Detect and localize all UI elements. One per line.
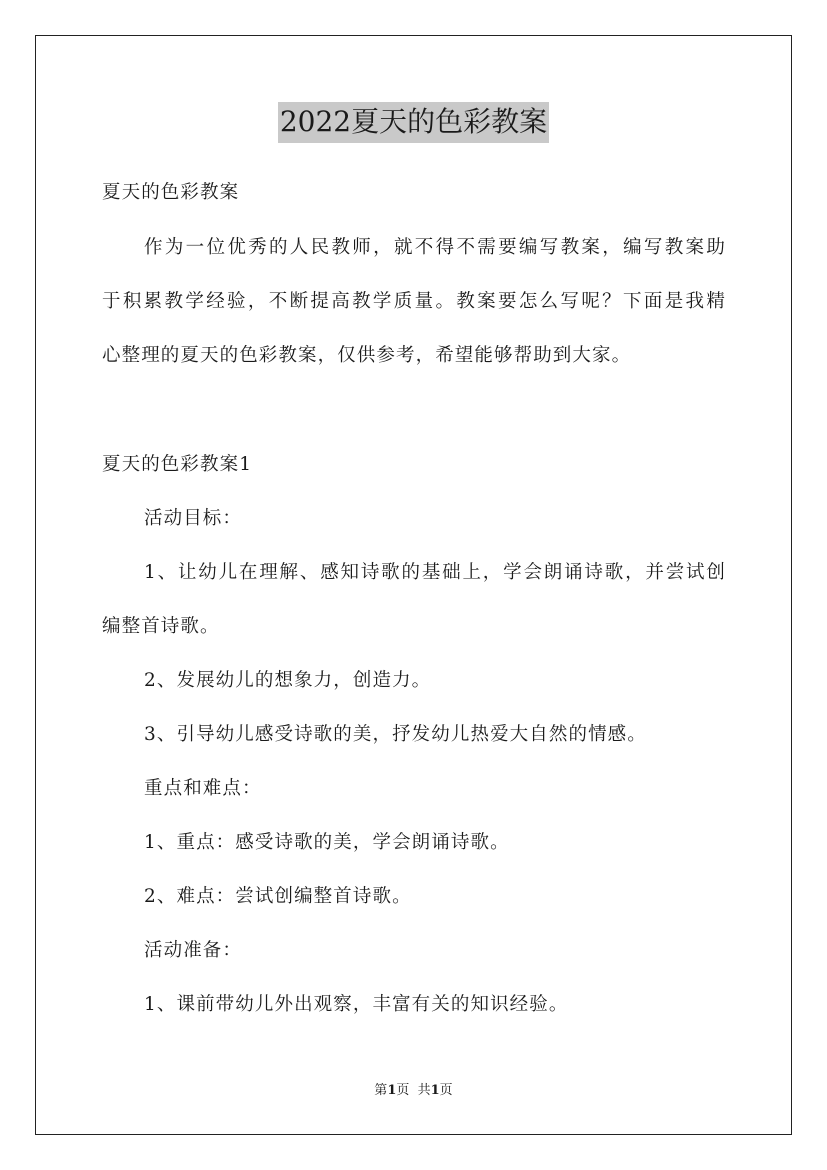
goal-3: 3、引导幼儿感受诗歌的美，抒发幼儿热爱大自然的情感。 [144,724,647,745]
footer-current-page: 1 [387,1083,397,1098]
keypoints-label: 重点和难点： [144,778,262,799]
footer-mid: 页 共 [396,1083,431,1098]
page-number-footer [0,1083,827,1099]
keypoint-1: 1、重点：感受诗歌的美，学会朗诵诗歌。 [144,832,510,853]
keypoint-2: 2、难点：尝试创编整首诗歌。 [144,886,412,907]
intro-line-2: 于积累教学经验，不断提高教学质量。教案要怎么写呢？下面是我精 [102,291,726,312]
section-heading: 夏天的色彩教案1 [102,454,253,475]
intro-line-3: 心整理的夏天的色彩教案，仅供参考，希望能够帮助到大家。 [102,345,632,366]
intro-line-1: 作为一位优秀的人民教师，就不得不需要编写教案，编写教案助 [144,237,726,258]
document-title-text: 2022夏天的色彩教案 [278,102,549,143]
prep-label: 活动准备： [144,940,243,961]
footer-total-pages: 1 [430,1083,440,1098]
prep-1: 1、课前带幼儿外出观察，丰富有关的知识经验。 [144,994,569,1015]
goals-label: 活动目标： [144,508,243,529]
goal-2: 2、发展幼儿的想象力，创造力。 [144,670,432,691]
footer-prefix: 第 [374,1083,388,1098]
goal-1-line-1: 1、让幼儿在理解、感知诗歌的基础上，学会朗诵诗歌，并尝试创 [144,562,726,583]
document-subtitle: 夏天的色彩教案 [102,182,240,203]
goal-1-line-2: 编整首诗歌。 [102,616,220,637]
document-title [0,102,827,143]
footer-suffix: 页 [439,1083,453,1098]
